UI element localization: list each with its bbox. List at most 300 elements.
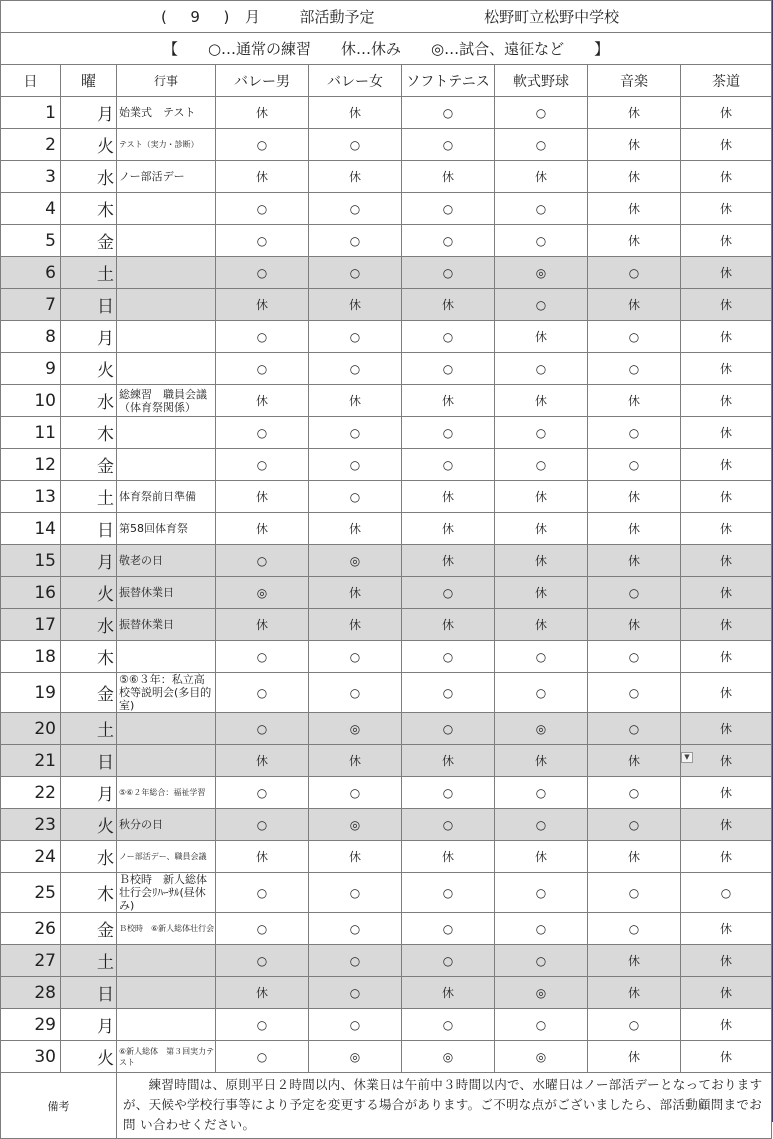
- event-cell: ノー部活デー: [117, 161, 216, 193]
- soft-tennis-cell: ○: [402, 873, 495, 913]
- soft-tennis-cell: ○: [402, 353, 495, 385]
- baseball-cell: ◎: [495, 977, 588, 1009]
- volley-boys-cell: ○: [216, 129, 309, 161]
- baseball-cell: ○: [495, 417, 588, 449]
- month-close: ): [223, 8, 230, 26]
- volley-girls-cell: ○: [309, 449, 402, 481]
- day-cell: 7: [1, 289, 61, 321]
- event-cell: [117, 1009, 216, 1041]
- volley-boys-cell: 休: [216, 977, 309, 1009]
- baseball-cell: ○: [495, 449, 588, 481]
- table-row: [1, 385, 772, 417]
- remarks-text: 練習時間は、原則平日２時間以内、休業日は午前中３時間以内で、水曜日はノー部活デーとなっておりますが、天候や学校行事等により予定を変更する場合があります。ご不明な点がございましたら、部活動顧問までお問 い合わせください。: [117, 1073, 772, 1139]
- day-cell: 24: [1, 841, 61, 873]
- music-cell: 休: [588, 513, 681, 545]
- tea-cell: 休: [681, 353, 772, 385]
- music-cell: 休: [588, 129, 681, 161]
- music-cell: ○: [588, 353, 681, 385]
- tea-cell: 休: [681, 161, 772, 193]
- tea-cell: 休: [681, 545, 772, 577]
- table-row: [1, 609, 772, 641]
- volley-girls-cell: ○: [309, 1009, 402, 1041]
- day-cell: 23: [1, 809, 61, 841]
- day-cell: 29: [1, 1009, 61, 1041]
- tea-cell: 休: [681, 977, 772, 1009]
- soft-tennis-cell: ○: [402, 777, 495, 809]
- col-header-tea: 茶道: [681, 65, 772, 97]
- col-header-dow: 曜: [61, 65, 117, 97]
- tea-cell: 休: [681, 193, 772, 225]
- baseball-cell: ○: [495, 873, 588, 913]
- tea-cell: 休: [681, 449, 772, 481]
- col-header-music: 音楽: [588, 65, 681, 97]
- soft-tennis-cell: ○: [402, 945, 495, 977]
- day-cell: 19: [1, 673, 61, 713]
- music-cell: 休: [588, 97, 681, 129]
- title-cell: [1, 1, 772, 33]
- day-cell: 8: [1, 321, 61, 353]
- day-cell: 28: [1, 977, 61, 1009]
- soft-tennis-cell: ○: [402, 257, 495, 289]
- music-cell: 休: [588, 1041, 681, 1073]
- baseball-cell: 休: [495, 481, 588, 513]
- day-cell: 3: [1, 161, 61, 193]
- weekday-cell: 木: [61, 641, 117, 673]
- table-row: [1, 129, 772, 161]
- volley-girls-cell: ○: [309, 257, 402, 289]
- baseball-cell: 休: [495, 745, 588, 777]
- day-cell: 26: [1, 913, 61, 945]
- day-cell: 16: [1, 577, 61, 609]
- tea-cell: 休: [681, 913, 772, 945]
- baseball-cell: ○: [495, 777, 588, 809]
- tea-cell: 休: [681, 609, 772, 641]
- baseball-cell: ○: [495, 353, 588, 385]
- volley-boys-cell: ○: [216, 193, 309, 225]
- event-cell: ⑥新人総体 第３回実力テスト: [117, 1041, 216, 1073]
- volley-girls-cell: ○: [309, 777, 402, 809]
- title-row: [1, 1, 772, 33]
- table-row: [1, 841, 772, 873]
- soft-tennis-cell: 休: [402, 481, 495, 513]
- month-open: (: [161, 8, 167, 26]
- table-row: [1, 641, 772, 673]
- event-cell: 第58回体育祭: [117, 513, 216, 545]
- event-cell: 敬老の日: [117, 545, 216, 577]
- remarks-row: [1, 1073, 772, 1139]
- volley-girls-cell: ◎: [309, 713, 402, 745]
- volley-girls-cell: ○: [309, 481, 402, 513]
- volley-girls-cell: 休: [309, 289, 402, 321]
- day-cell: 6: [1, 257, 61, 289]
- volley-girls-cell: ○: [309, 417, 402, 449]
- weekday-cell: 木: [61, 873, 117, 913]
- volley-boys-cell: ○: [216, 809, 309, 841]
- col-header-day: 日: [1, 65, 61, 97]
- tea-cell: 休: [681, 1041, 772, 1073]
- volley-boys-cell: ○: [216, 913, 309, 945]
- music-cell: ○: [588, 257, 681, 289]
- music-cell: ○: [588, 809, 681, 841]
- volley-girls-cell: ◎: [309, 1041, 402, 1073]
- volley-girls-cell: ○: [309, 913, 402, 945]
- music-cell: 休: [588, 977, 681, 1009]
- soft-tennis-cell: ○: [402, 321, 495, 353]
- tea-cell: 休: [681, 481, 772, 513]
- tea-cell: 休: [681, 673, 772, 713]
- soft-tennis-cell: ○: [402, 641, 495, 673]
- volley-girls-cell: ○: [309, 977, 402, 1009]
- volley-girls-cell: ○: [309, 193, 402, 225]
- tea-cell: 休: [681, 129, 772, 161]
- table-row: [1, 193, 772, 225]
- volley-boys-cell: ○: [216, 673, 309, 713]
- baseball-cell: ○: [495, 809, 588, 841]
- weekday-cell: 木: [61, 417, 117, 449]
- weekday-cell: 火: [61, 353, 117, 385]
- event-cell: [117, 945, 216, 977]
- event-cell: [117, 977, 216, 1009]
- baseball-cell: ○: [495, 641, 588, 673]
- volley-boys-cell: 休: [216, 385, 309, 417]
- event-cell: [117, 417, 216, 449]
- event-cell: Ｂ校時 ⑥新人総体壮行会: [117, 913, 216, 945]
- day-cell: 5: [1, 225, 61, 257]
- soft-tennis-cell: 休: [402, 289, 495, 321]
- baseball-cell: 休: [495, 161, 588, 193]
- soft-tennis-cell: 休: [402, 385, 495, 417]
- table-row: [1, 353, 772, 385]
- soft-tennis-cell: 休: [402, 745, 495, 777]
- tea-cell: 休: [681, 745, 772, 777]
- tea-cell: 休: [681, 809, 772, 841]
- music-cell: ○: [588, 577, 681, 609]
- music-cell: 休: [588, 481, 681, 513]
- volley-boys-cell: ○: [216, 1009, 309, 1041]
- music-cell: ○: [588, 777, 681, 809]
- volley-girls-cell: ○: [309, 873, 402, 913]
- tea-cell: 休: [681, 841, 772, 873]
- volley-girls-cell: ◎: [309, 809, 402, 841]
- volley-girls-cell: ○: [309, 673, 402, 713]
- baseball-cell: ○: [495, 913, 588, 945]
- music-cell: ○: [588, 641, 681, 673]
- month-unit: 月: [244, 8, 260, 26]
- table-row: [1, 1041, 772, 1073]
- event-cell: 始業式 テスト: [117, 97, 216, 129]
- day-cell: 25: [1, 873, 61, 913]
- baseball-cell: ○: [495, 1009, 588, 1041]
- weekday-cell: 土: [61, 257, 117, 289]
- volley-boys-cell: ○: [216, 321, 309, 353]
- table-row: [1, 481, 772, 513]
- baseball-cell: ○: [495, 945, 588, 977]
- baseball-cell: ○: [495, 225, 588, 257]
- music-cell: 休: [588, 161, 681, 193]
- table-row: [1, 161, 772, 193]
- volley-boys-cell: 休: [216, 609, 309, 641]
- weekday-cell: 火: [61, 1041, 117, 1073]
- table-row: [1, 1009, 772, 1041]
- event-cell: [117, 449, 216, 481]
- col-header-event: 行事: [117, 65, 216, 97]
- table-row: [1, 945, 772, 977]
- table-row: [1, 545, 772, 577]
- col-header-baseball: 軟式野球: [495, 65, 588, 97]
- soft-tennis-cell: 休: [402, 977, 495, 1009]
- volley-boys-cell: 休: [216, 97, 309, 129]
- volley-boys-cell: 休: [216, 745, 309, 777]
- day-cell: 2: [1, 129, 61, 161]
- baseball-cell: ◎: [495, 1041, 588, 1073]
- volley-girls-cell: 休: [309, 513, 402, 545]
- baseball-cell: ○: [495, 673, 588, 713]
- music-cell: ○: [588, 321, 681, 353]
- volley-girls-cell: ○: [309, 321, 402, 353]
- day-cell: 1: [1, 97, 61, 129]
- music-cell: ○: [588, 913, 681, 945]
- baseball-cell: 休: [495, 385, 588, 417]
- tea-cell: 休: [681, 97, 772, 129]
- weekday-cell: 日: [61, 977, 117, 1009]
- volley-boys-cell: ○: [216, 545, 309, 577]
- baseball-cell: ○: [495, 193, 588, 225]
- soft-tennis-cell: ○: [402, 193, 495, 225]
- volley-girls-cell: ○: [309, 945, 402, 977]
- school-name: 松野町立松野中学校: [484, 8, 620, 26]
- baseball-cell: 休: [495, 513, 588, 545]
- soft-tennis-cell: ○: [402, 577, 495, 609]
- weekday-cell: 月: [61, 777, 117, 809]
- table-row: [1, 417, 772, 449]
- soft-tennis-cell: ◎: [402, 1041, 495, 1073]
- baseball-cell: ◎: [495, 713, 588, 745]
- soft-tennis-cell: ○: [402, 913, 495, 945]
- day-cell: 9: [1, 353, 61, 385]
- table-row: [1, 873, 772, 913]
- event-cell: [117, 321, 216, 353]
- music-cell: ○: [588, 1009, 681, 1041]
- soft-tennis-cell: 休: [402, 609, 495, 641]
- day-cell: 17: [1, 609, 61, 641]
- event-cell: [117, 289, 216, 321]
- tea-cell: 休: [681, 777, 772, 809]
- table-row: [1, 673, 772, 713]
- weekday-cell: 水: [61, 161, 117, 193]
- weekday-cell: 火: [61, 577, 117, 609]
- volley-girls-cell: 休: [309, 385, 402, 417]
- header-row: [1, 65, 772, 97]
- volley-girls-cell: 休: [309, 841, 402, 873]
- event-cell: 秋分の日: [117, 809, 216, 841]
- baseball-cell: ◎: [495, 257, 588, 289]
- volley-boys-cell: ○: [216, 449, 309, 481]
- music-cell: 休: [588, 193, 681, 225]
- day-cell: 14: [1, 513, 61, 545]
- volley-boys-cell: 休: [216, 161, 309, 193]
- event-cell: [117, 193, 216, 225]
- volley-girls-cell: 休: [309, 577, 402, 609]
- tea-cell: 休: [681, 417, 772, 449]
- day-cell: 18: [1, 641, 61, 673]
- soft-tennis-cell: ○: [402, 225, 495, 257]
- weekday-cell: 土: [61, 481, 117, 513]
- weekday-cell: 日: [61, 513, 117, 545]
- soft-tennis-cell: 休: [402, 161, 495, 193]
- tea-cell: 休: [681, 713, 772, 745]
- event-cell: [117, 745, 216, 777]
- event-cell: テスト（実力・診断）: [117, 129, 216, 161]
- month-value: 9: [190, 8, 200, 26]
- soft-tennis-cell: ○: [402, 673, 495, 713]
- volley-boys-cell: 休: [216, 513, 309, 545]
- weekday-cell: 月: [61, 1009, 117, 1041]
- event-cell: [117, 713, 216, 745]
- baseball-cell: ○: [495, 129, 588, 161]
- music-cell: ○: [588, 449, 681, 481]
- tea-cell: 休: [681, 577, 772, 609]
- soft-tennis-cell: 休: [402, 545, 495, 577]
- day-cell: 15: [1, 545, 61, 577]
- event-cell: [117, 257, 216, 289]
- table-row: [1, 513, 772, 545]
- table-row: [1, 745, 772, 777]
- tea-cell: 休: [681, 257, 772, 289]
- event-cell: ノー部活デー、職員会議: [117, 841, 216, 873]
- volley-girls-cell: ○: [309, 641, 402, 673]
- tea-cell: 休: [681, 513, 772, 545]
- weekday-cell: 水: [61, 609, 117, 641]
- day-cell: 10: [1, 385, 61, 417]
- volley-boys-cell: 休: [216, 289, 309, 321]
- day-cell: 12: [1, 449, 61, 481]
- weekday-cell: 土: [61, 713, 117, 745]
- volley-girls-cell: ○: [309, 353, 402, 385]
- music-cell: 休: [588, 745, 681, 777]
- weekday-cell: 火: [61, 129, 117, 161]
- volley-boys-cell: ◎: [216, 577, 309, 609]
- soft-tennis-cell: ○: [402, 449, 495, 481]
- day-cell: 13: [1, 481, 61, 513]
- volley-girls-cell: 休: [309, 745, 402, 777]
- weekday-cell: 金: [61, 673, 117, 713]
- baseball-cell: 休: [495, 577, 588, 609]
- table-row: [1, 321, 772, 353]
- event-cell: 振替休業日: [117, 609, 216, 641]
- music-cell: ○: [588, 417, 681, 449]
- soft-tennis-cell: ○: [402, 713, 495, 745]
- baseball-cell: 休: [495, 841, 588, 873]
- table-row: [1, 257, 772, 289]
- col-header-soft-tennis: ソフトテニス: [402, 65, 495, 97]
- soft-tennis-cell: ○: [402, 1009, 495, 1041]
- baseball-cell: ○: [495, 289, 588, 321]
- weekday-cell: 水: [61, 385, 117, 417]
- tea-cell: 休: [681, 385, 772, 417]
- tea-cell: 休: [681, 289, 772, 321]
- baseball-cell: ○: [495, 97, 588, 129]
- event-cell: ⑤⑥３年：私立高校等説明会(多目的室): [117, 673, 216, 713]
- table-row: [1, 577, 772, 609]
- volley-girls-cell: 休: [309, 97, 402, 129]
- weekday-cell: 日: [61, 289, 117, 321]
- weekday-cell: 日: [61, 745, 117, 777]
- event-cell: ⑤⑥２年総合：福祉学習: [117, 777, 216, 809]
- weekday-cell: 土: [61, 945, 117, 977]
- table-row: [1, 289, 772, 321]
- col-header-volley-girls: バレー女: [309, 65, 402, 97]
- soft-tennis-cell: ○: [402, 97, 495, 129]
- day-cell: 22: [1, 777, 61, 809]
- music-cell: ○: [588, 673, 681, 713]
- volley-boys-cell: ○: [216, 945, 309, 977]
- soft-tennis-cell: ○: [402, 129, 495, 161]
- tea-cell: 休: [681, 641, 772, 673]
- event-cell: 振替休業日: [117, 577, 216, 609]
- volley-boys-cell: ○: [216, 641, 309, 673]
- volley-girls-cell: 休: [309, 609, 402, 641]
- event-cell: [117, 353, 216, 385]
- legend-text: 【 ○…通常の練習 休…休み ◎…試合、遠征など 】: [1, 33, 772, 65]
- day-cell: 27: [1, 945, 61, 977]
- event-cell: 体育祭前日準備: [117, 481, 216, 513]
- table-row: [1, 713, 772, 745]
- soft-tennis-cell: 休: [402, 513, 495, 545]
- table-row: [1, 449, 772, 481]
- volley-girls-cell: ◎: [309, 545, 402, 577]
- volley-boys-cell: ○: [216, 777, 309, 809]
- event-cell: [117, 641, 216, 673]
- weekday-cell: 金: [61, 225, 117, 257]
- legend-row: [1, 33, 772, 65]
- volley-boys-cell: ○: [216, 225, 309, 257]
- day-cell: 20: [1, 713, 61, 745]
- music-cell: 休: [588, 841, 681, 873]
- soft-tennis-cell: 休: [402, 841, 495, 873]
- col-header-volley-boys: バレー男: [216, 65, 309, 97]
- music-cell: 休: [588, 609, 681, 641]
- table-row: [1, 225, 772, 257]
- soft-tennis-cell: ○: [402, 809, 495, 841]
- weekday-cell: 木: [61, 193, 117, 225]
- tea-cell: 休: [681, 945, 772, 977]
- music-cell: 休: [588, 225, 681, 257]
- weekday-cell: 金: [61, 449, 117, 481]
- table-row: [1, 977, 772, 1009]
- day-cell: 21: [1, 745, 61, 777]
- table-row: [1, 97, 772, 129]
- music-cell: 休: [588, 385, 681, 417]
- weekday-cell: 金: [61, 913, 117, 945]
- remarks-label: 備考: [1, 1073, 117, 1139]
- chevron-down-icon[interactable]: ▼: [681, 752, 693, 763]
- baseball-cell: 休: [495, 609, 588, 641]
- volley-boys-cell: ○: [216, 1041, 309, 1073]
- event-cell: 総練習 職員会議（体育祭関係）: [117, 385, 216, 417]
- volley-boys-cell: ○: [216, 873, 309, 913]
- tea-cell: 休: [681, 225, 772, 257]
- tea-cell: 休: [681, 1009, 772, 1041]
- weekday-cell: 火: [61, 809, 117, 841]
- volley-girls-cell: ○: [309, 129, 402, 161]
- weekday-cell: 月: [61, 545, 117, 577]
- table-row: [1, 809, 772, 841]
- music-cell: ○: [588, 873, 681, 913]
- day-cell: 11: [1, 417, 61, 449]
- volley-boys-cell: ○: [216, 417, 309, 449]
- event-cell: [117, 225, 216, 257]
- volley-boys-cell: ○: [216, 353, 309, 385]
